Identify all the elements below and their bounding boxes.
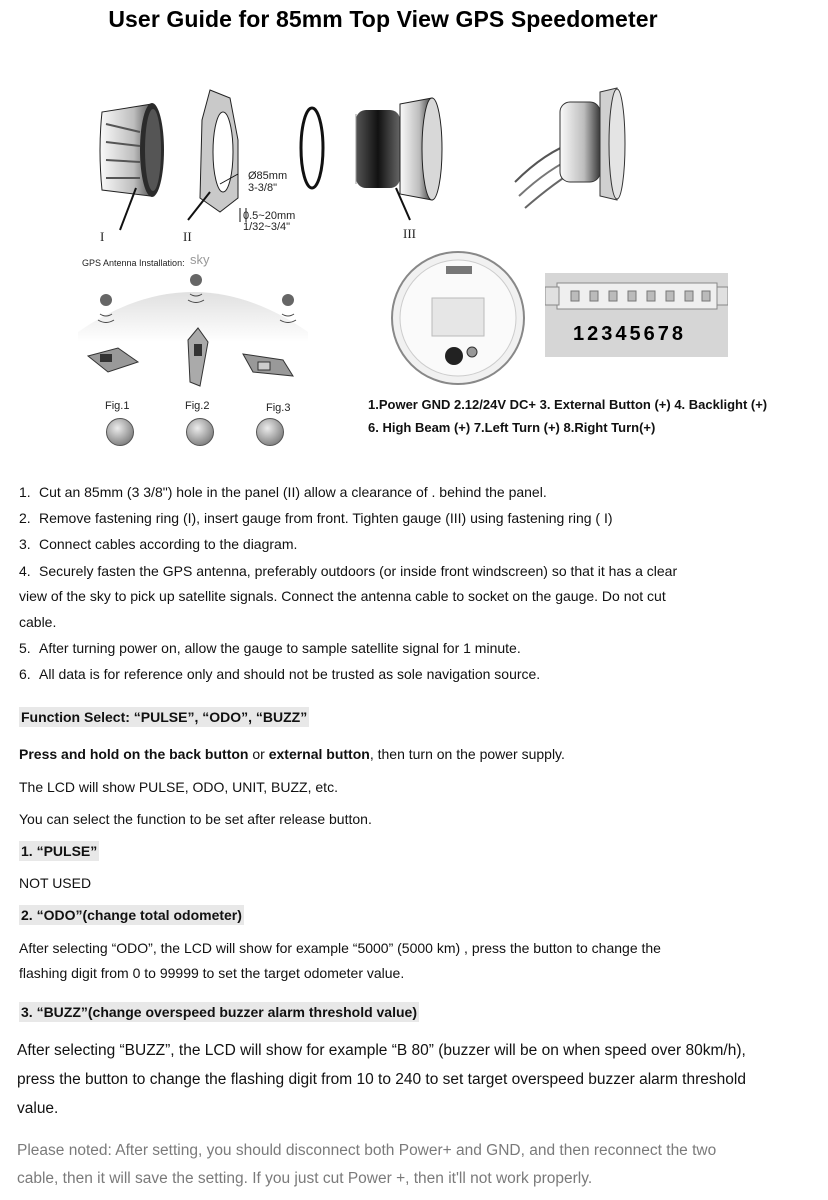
part-label-i: I (100, 229, 105, 244)
note-line-1: Please noted: After setting, you should disconnect both Power+ and GND, and then reconnect the two (17, 1142, 717, 1159)
gauge-with-wires-icon (505, 72, 635, 222)
step-number: 2. (19, 510, 31, 526)
function-select-heading: Function Select: “PULSE”, “ODO”, “BUZZ” (21, 709, 308, 725)
smiley-sad-icon (256, 418, 284, 446)
antenna-placement-diagram (78, 262, 308, 392)
step-number: 6. (19, 666, 31, 682)
pulse-heading: 1. “PULSE” (21, 843, 98, 859)
step-3 (19, 534, 297, 554)
step-text: Connect cables according to the diagram. (39, 536, 298, 552)
step-number: 5. (19, 640, 31, 656)
step-number: 1. (19, 484, 31, 500)
antenna-sky-icon (78, 262, 308, 392)
connector-pin-numbers: 12345678 (573, 323, 686, 345)
gauge-body-iii (356, 98, 442, 200)
connector-icon (545, 273, 728, 323)
odo-line-1: After selecting “ODO”, the LCD will show for example “5000” (5000 km) , press the button to change the (19, 940, 661, 956)
pulse-body: NOT USED (19, 875, 92, 891)
sky-label: sky (190, 252, 210, 267)
dim-85mm-inch: 3-3/8" (248, 182, 277, 194)
step-text: Remove fastening ring (I), insert gauge from front. Tighten gauge (III) using fastening ring ( I) (39, 510, 613, 526)
smiley-good-icon (186, 418, 214, 446)
part-label-ii: II (183, 229, 192, 244)
odo-heading: 2. “ODO”(change total odometer) (21, 907, 242, 923)
part-label-iii: III (403, 226, 416, 241)
select-after-text: You can select the function to be set after release button. (19, 811, 372, 827)
fig-3-label: Fig.3 (266, 402, 291, 414)
smiley-good-icon (106, 418, 134, 446)
lcd-show-text: The LCD will show PULSE, ODO, UNIT, BUZZ, etc. (19, 779, 338, 795)
dim-thickness-inch: 1/32~3/4" (243, 221, 291, 233)
dim-85mm: Ø85mm (248, 170, 288, 182)
gauge-back-icon (388, 248, 528, 388)
step-1 (19, 482, 547, 502)
gauge-harness-illustration (505, 72, 635, 222)
step-4-cont-2: cable. (19, 614, 57, 630)
gauge-back-view (388, 248, 528, 388)
dim-thickness: 0.5~20mm (243, 210, 296, 222)
buzz-line-1: After selecting “BUZZ”, the LCD will show for example “B 80” (buzzer will be on when speed over 80km/h), (17, 1042, 746, 1059)
panel-ii (200, 90, 238, 212)
buzz-line-3: value. (17, 1100, 59, 1117)
step-text: After turning power on, allow the gauge to sample satellite signal for 1 minute. (39, 640, 521, 656)
antenna-installation-title: GPS Antenna Installation: (82, 258, 185, 268)
fig-2-label: Fig.2 (185, 400, 210, 412)
fastening-ring-i (100, 103, 164, 197)
buzz-line-2: press the button to change the flashing digit from 10 to 240 to set target overspeed buzzer alarm threshold (17, 1071, 746, 1088)
step-4-cont-1: view of the sky to pick up satellite signals. Connect the antenna cable to socket on the gauge. Do not cut (19, 588, 666, 604)
step-4 (19, 561, 677, 581)
step-text: Cut an 85mm (3 3/8") hole in the panel (II) allow a clearance of . behind the panel. (39, 484, 547, 500)
step-number: 3. (19, 536, 31, 552)
step-5 (19, 638, 521, 658)
note-line-2: cable, then it will save the setting. If you just cut Power +, then it'll not work properly. (17, 1170, 593, 1187)
step-2 (19, 508, 613, 528)
connector-pin-diagram (545, 273, 728, 357)
buzz-heading: 3. “BUZZ”(change overspeed buzzer alarm threshold value) (21, 1004, 417, 1020)
odo-line-2: flashing digit from 0 to 99999 to set the target odometer value. (19, 965, 405, 981)
step-6 (19, 664, 540, 684)
o-ring (301, 108, 323, 188)
pinout-line-1: 1.Power GND 2.12/24V DC+ 3. External Button (+) 4. Backlight (+) (368, 397, 768, 412)
step-text: All data is for reference only and should not be trusted as sole navigation source. (39, 666, 541, 682)
pinout-line-2: 6. High Beam (+) 7.Left Turn (+) 8.Right Turn(+) (368, 420, 656, 435)
page-title: User Guide for 85mm Top View GPS Speedometer (108, 6, 658, 32)
press-hold-instruction: Press and hold on the back button or external button, then turn on the power supply. (19, 746, 565, 762)
step-number: 4. (19, 563, 31, 579)
fig-1-label: Fig.1 (105, 400, 130, 412)
step-text: Securely fasten the GPS antenna, preferably outdoors (or inside front windscreen) so that it has a clear (39, 563, 678, 579)
